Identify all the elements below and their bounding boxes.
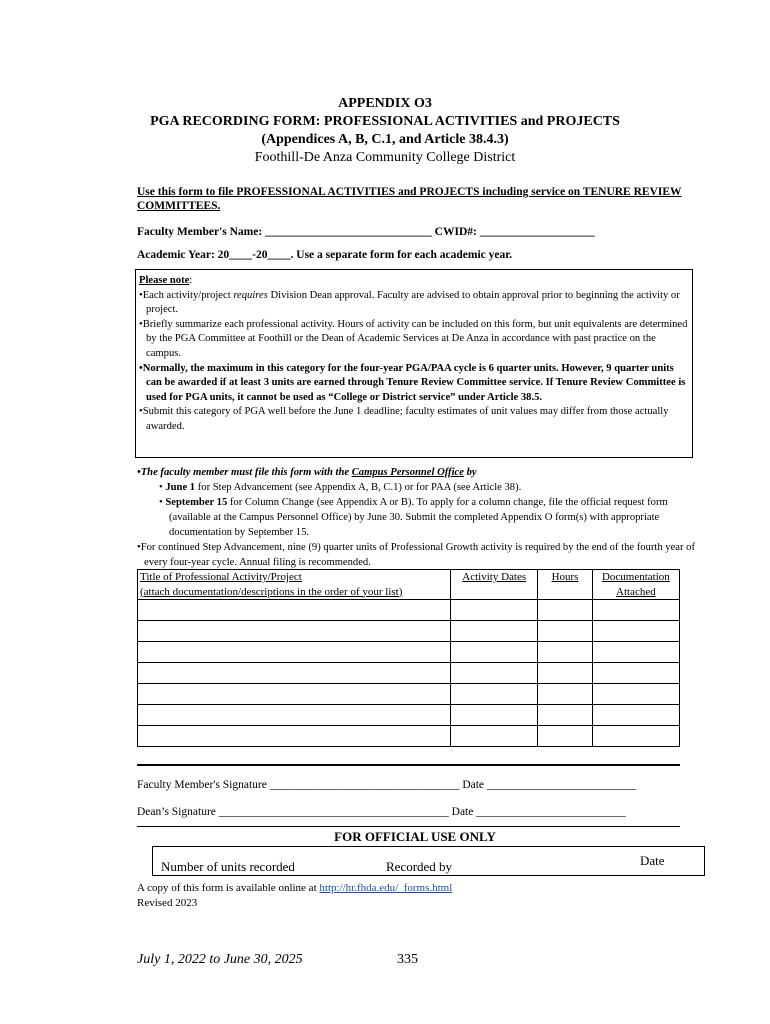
col-docs-header <box>592 570 679 600</box>
intro-instruction: Use this form to file PROFESSIONAL ACTIVITIES and PROJECTS including service on TENURE REVIEW COMMITTEES. <box>137 186 682 212</box>
recorded-by-label: Recorded by <box>386 859 453 874</box>
june-text: for Step Advancement (see Appendix A, B, C.1) or for PAA (see Article 38). <box>195 482 522 493</box>
cell-title[interactable] <box>138 705 451 726</box>
cell-title[interactable] <box>138 663 451 684</box>
divider <box>137 826 680 827</box>
official-use-title: FOR OFFICIAL USE ONLY <box>334 829 496 844</box>
col-dates-label: Activity Dates <box>462 571 527 583</box>
forms-link[interactable]: http://hr.fhda.edu/_forms.html <box>319 882 453 894</box>
filing-continued: •For continued Step Advancement, nine (9) quarter units of Professional Growth activity is required by the end of the fourth year of every four-year cycle. Annual filing is recommended. <box>137 542 695 568</box>
cell-docs[interactable] <box>592 642 679 663</box>
cell-title[interactable] <box>138 642 451 663</box>
form-references: (Appendices A, B, C.1, and Article 38.4.3) <box>261 132 509 147</box>
filing-lead-text: •The faculty member must file this form with the <box>137 467 352 478</box>
form-title: PGA RECORDING FORM: PROFESSIONAL ACTIVITIES and PROJECTS <box>150 114 620 129</box>
cell-docs[interactable] <box>592 684 679 705</box>
table-row[interactable] <box>138 705 680 726</box>
note-item <box>139 289 689 318</box>
september-text: for Column Change (see Appendix A or B). To apply for a column change, file the official request form (available at the Campus Personnel Office) by June 30. Submit the completed Appendix O form(s) with appropriate documentation by September 15. <box>169 497 668 538</box>
notes-title: Please note <box>139 275 190 286</box>
cell-dates[interactable] <box>451 621 538 642</box>
appendix-label: APPENDIX O3 <box>338 96 432 111</box>
cell-hours[interactable] <box>538 726 592 747</box>
cell-hours[interactable] <box>538 684 592 705</box>
september-deadline: September 15 <box>165 497 228 508</box>
form-header <box>0 95 770 167</box>
cell-title[interactable] <box>138 600 451 621</box>
campus-personnel-office: Campus Personnel Office <box>351 467 464 478</box>
filing-lead-text: by <box>463 467 477 478</box>
col-docs-line2: Attached <box>616 585 656 598</box>
official-use-box <box>152 846 705 876</box>
effective-dates: July 1, 2022 to June 30, 2025 <box>137 952 303 967</box>
notes-title-suffix: : <box>189 275 193 286</box>
note-item: •Briefly summarize each professional activity. Hours of activity can be included on this form, but unit equivalents are determined by the PGA Committee at Foothill or the Dean of Academic Services at De Anza in accordance with past practice on the campus. <box>139 318 688 359</box>
cell-title[interactable] <box>138 726 451 747</box>
cell-dates[interactable] <box>451 663 538 684</box>
col-title-line2: (attach documentation/descriptions in the order of your list) <box>140 585 403 598</box>
faculty-name-field[interactable]: Faculty Member's Name: _____________________________ CWID#: ____________________ <box>137 226 595 238</box>
dean-signature-line[interactable]: Dean’s Signature ________________________________________ Date __________________________ <box>137 806 626 818</box>
copy-text: A copy of this form is available online at <box>137 882 320 894</box>
cell-hours[interactable] <box>538 705 592 726</box>
note-item: •Submit this category of PGA well before the June 1 deadline; faculty estimates of unit values may differ from those actually awarded. <box>139 406 669 432</box>
note-emphasis: requires <box>233 289 268 301</box>
cell-docs[interactable] <box>592 705 679 726</box>
cell-docs[interactable] <box>592 600 679 621</box>
footer-note <box>137 881 452 911</box>
notes-box <box>135 269 693 458</box>
col-hours-label: Hours <box>551 571 579 583</box>
col-title-line1: Title of Professional Activity/Project <box>140 571 302 583</box>
cell-title[interactable] <box>138 621 451 642</box>
academic-year-note: Use a separate form for each academic year. <box>293 249 513 261</box>
cell-docs[interactable] <box>592 663 679 684</box>
district-name: Foothill-De Anza Community College District <box>254 150 516 165</box>
cell-docs[interactable] <box>592 726 679 747</box>
cell-hours[interactable] <box>538 621 592 642</box>
recorded-by-blank[interactable] <box>386 859 560 876</box>
col-docs-line1: Documentation <box>601 571 670 583</box>
filing-instructions <box>137 465 697 570</box>
note-text: •Each activity/project <box>139 289 234 301</box>
june-deadline: June 1 <box>165 482 196 493</box>
filing-june: • June 1 for Step Advancement (see Appendix A, B, C.1) or for PAA (see Article 38). <box>159 482 522 493</box>
page-number: 335 <box>397 952 418 967</box>
filing-lead <box>137 465 697 480</box>
col-dates-header <box>451 570 538 600</box>
activities-table <box>137 569 680 747</box>
cell-hours[interactable] <box>538 642 592 663</box>
cell-dates[interactable] <box>451 684 538 705</box>
cell-docs[interactable] <box>592 621 679 642</box>
table-row[interactable] <box>138 684 680 705</box>
units-recorded-label: Number of units recorded <box>161 859 295 874</box>
official-date-label: Date <box>640 853 665 868</box>
cell-dates[interactable] <box>451 642 538 663</box>
divider <box>137 764 680 766</box>
table-row[interactable] <box>138 642 680 663</box>
cell-dates[interactable] <box>451 600 538 621</box>
revised-label: Revised 2023 <box>137 897 198 909</box>
cell-dates[interactable] <box>451 726 538 747</box>
cell-hours[interactable] <box>538 663 592 684</box>
faculty-signature-line[interactable]: Faculty Member's Signature _________________________________ Date __________________________ <box>137 779 637 791</box>
academic-year-label: Academic Year: 20____-20____. <box>137 249 294 261</box>
table-row[interactable] <box>138 663 680 684</box>
note-item-bold: •Normally, the maximum in this category for the four-year PGA/PAA cycle is 6 quarter units. However, 9 quarter units can be awarded if at least 3 units are earned through Tenure Review Committee service. If Tenure Review Committee is used for PGA units, it cannot be used as “College or District service” under Article 38.5. <box>139 362 686 403</box>
note-text: Division Dean approval. Faculty are advised to obtain approval prior to beginning the activity or project. <box>146 289 680 316</box>
table-row[interactable] <box>138 621 680 642</box>
filing-september: • September 15 for Column Change (see Appendix A or B). To apply for a column change, file the official request form (available at the Campus Personnel Office) by June 30. Submit the completed Appendix O form(s) with appropriate documentation by September 15. <box>159 497 668 538</box>
units-recorded-blank[interactable] <box>161 859 219 876</box>
table-row[interactable] <box>138 600 680 621</box>
col-hours-header <box>538 570 592 600</box>
col-title-header <box>138 570 451 600</box>
table-header-row <box>138 570 680 600</box>
table-row[interactable] <box>138 726 680 747</box>
academic-year-field[interactable] <box>137 249 512 261</box>
cell-title[interactable] <box>138 684 451 705</box>
cell-hours[interactable] <box>538 600 592 621</box>
cell-dates[interactable] <box>451 705 538 726</box>
